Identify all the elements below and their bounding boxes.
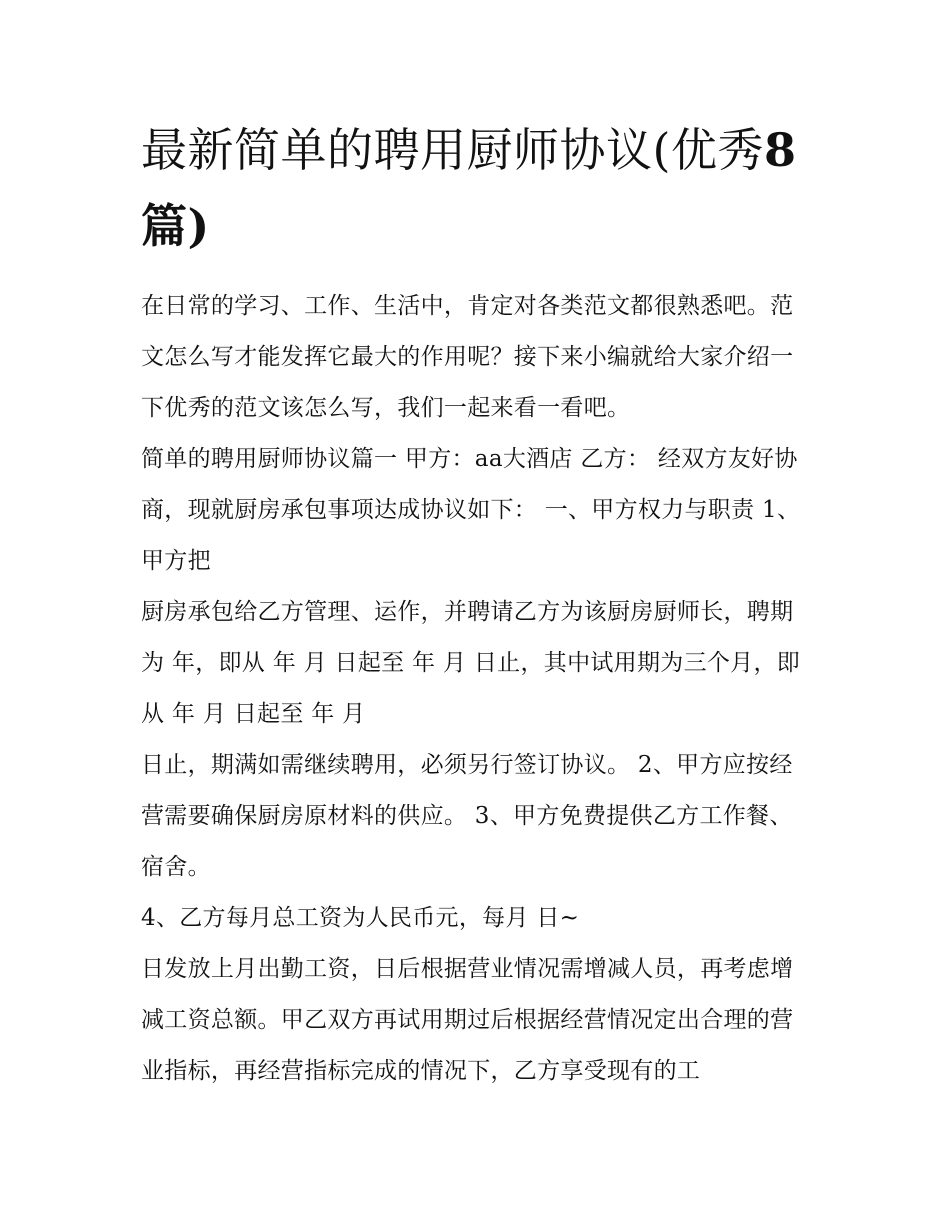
document-body xyxy=(141,281,813,1097)
document-content xyxy=(141,112,813,1097)
paragraph-agreement-parties: 简单的聘用厨师协议篇一 甲方：aa大酒店 乙方： 经双方友好协商，现就厨房承包事项达成协议如下： 一、甲方权力与职责 1、甲方把 xyxy=(141,446,801,574)
title-count: 8篇) xyxy=(141,123,797,253)
paragraph-payment-terms: 日发放上月出勤工资，日后根据营业情况需增减人员，再考虑增减工资总额。甲乙双方再试用期过后根据经营情况定出合理的营业指标，再经营指标完成的情况下，乙方享受现有的工 xyxy=(141,956,794,1084)
document-title: 最新简单的聘用厨师协议(优秀8篇) xyxy=(141,123,797,253)
paragraph-renewal-terms: 日止，期满如需继续聘用，必须另行签订协议。 2、甲方应按经营需要确保厨房原材料的供应。 3、甲方免费提供乙方工作餐、宿舍。 xyxy=(141,752,793,880)
paragraph-intro: 在日常的学习、工作、生活中，肯定对各类范文都很熟悉吧。范文怎么写才能发挥它最大的作用呢？接下来小编就给大家介绍一下优秀的范文该怎么写，我们一起来看一看吧。 xyxy=(141,293,794,421)
paragraph-salary: 4、乙方每月总工资为人民币元，每月 日~ xyxy=(141,905,580,931)
paragraph-kitchen-contract: 厨房承包给乙方管理、运作，并聘请乙方为该厨房厨师长，聘期为 年，即从 年 月 日起至 年 月 日止，其中试用期为三个月，即从 年 月 日起至 年 月 xyxy=(141,599,801,727)
